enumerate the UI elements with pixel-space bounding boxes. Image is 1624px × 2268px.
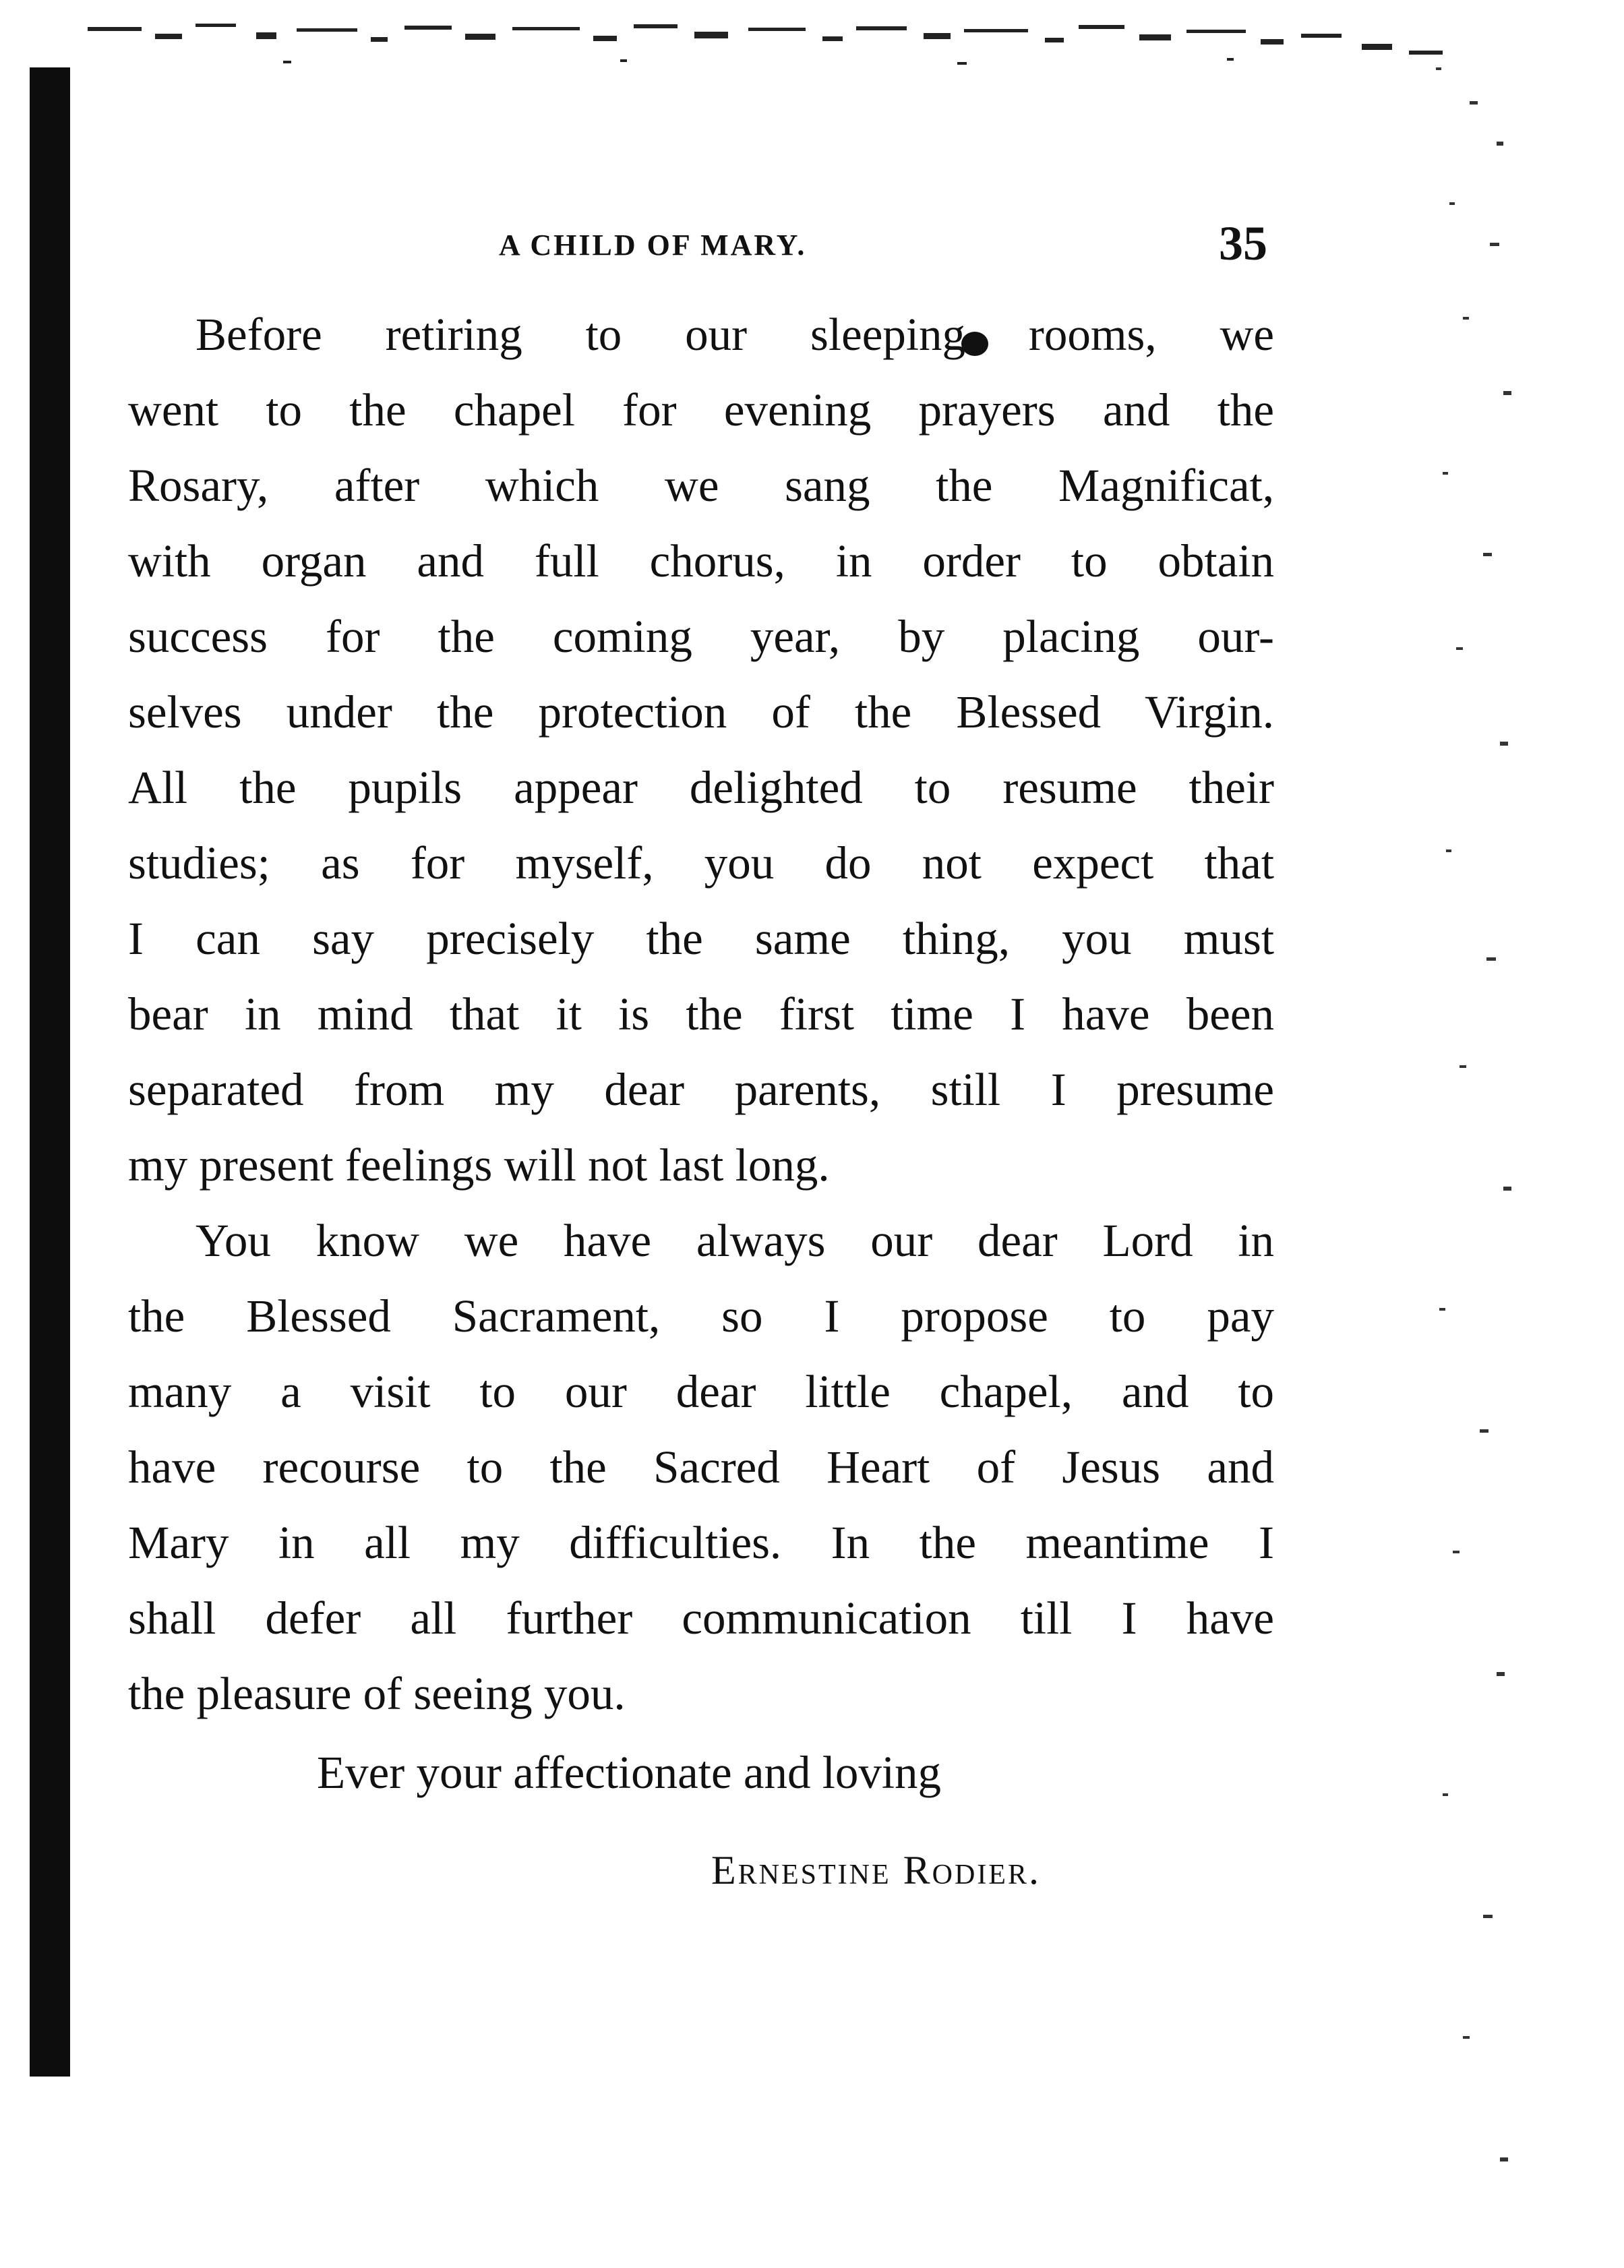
text-line: Before retiring to our sleeping rooms, we (196, 309, 1274, 360)
running-head: A CHILD OF MARY. (499, 229, 807, 262)
text-line: I can say precisely the same thing, you must (128, 913, 1274, 964)
text-line: have recourse to the Sacred Heart of Jesus and (128, 1441, 1274, 1493)
text-line: selves under the protection of the Blessed Virgin. (128, 686, 1274, 738)
top-edge-speckle (81, 13, 1463, 74)
text-line: success for the coming year, by placing our- (128, 611, 1274, 662)
text-line: shall defer all further communication till I have (128, 1592, 1274, 1644)
text-line: Mary in all my difficulties. In the meantime I (128, 1517, 1274, 1568)
page-header (472, 216, 1267, 276)
text-line: went to the chapel for evening prayers and the (128, 384, 1274, 436)
text-line: You know we have always our dear Lord in (196, 1215, 1274, 1266)
text-line: many a visit to our dear little chapel, and to (128, 1366, 1274, 1417)
text-line: All the pupils appear delighted to resume their (128, 762, 1274, 813)
letter-closing: Ever your affectionate and loving (317, 1747, 942, 1798)
page-number: 35 (1219, 216, 1267, 270)
text-line: studies; as for myself, you do not expect that (128, 837, 1274, 889)
text-line: bear in mind that it is the first time I have been (128, 988, 1274, 1040)
text-line: the pleasure of seeing you. (128, 1668, 626, 1719)
letter-body (128, 297, 1274, 1731)
letter-signature: Ernestine Rodier. (711, 1848, 1041, 1892)
text-line: with organ and full chorus, in order to obtain (128, 535, 1274, 587)
text-line: separated from my dear parents, still I presume (128, 1064, 1274, 1115)
right-edge-speckle (1422, 40, 1530, 2238)
text-line: my present feelings will not last long. (128, 1139, 830, 1191)
text-line: Rosary, after which we sang the Magnificat, (128, 460, 1274, 511)
text-line: the Blessed Sacrament, so I propose to pay (128, 1290, 1274, 1342)
page-spine-shadow (30, 67, 70, 2077)
